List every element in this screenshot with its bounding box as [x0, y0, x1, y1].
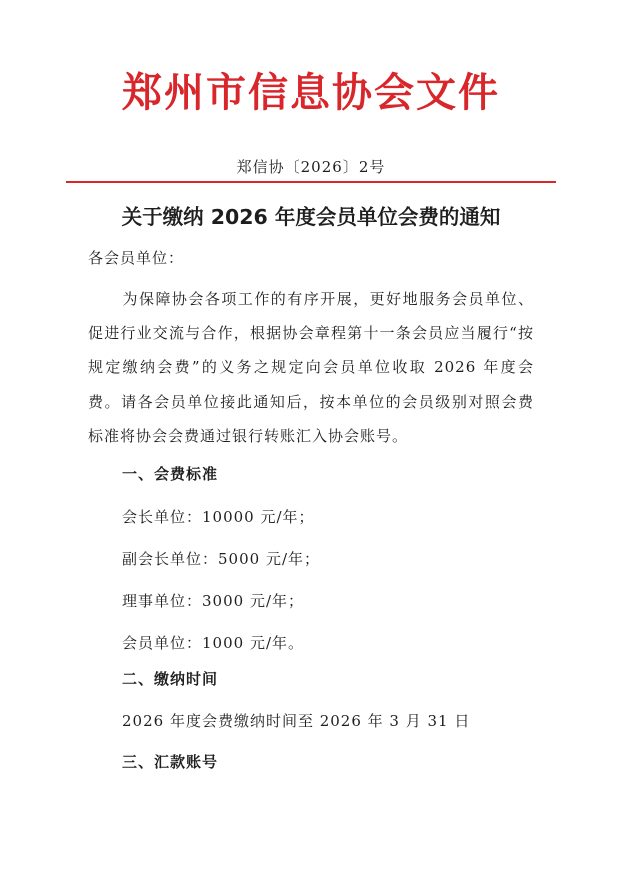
section-heading-payment-time: 二、缴纳时间 [122, 670, 219, 688]
payment-time-text: 2026 年度会费缴纳时间至 2026 年 3 月 31 日 [122, 712, 471, 730]
section-heading-account: 三、汇款账号 [122, 753, 219, 771]
notice-title: 关于缴纳 2026 年度会员单位会费的通知 [121, 205, 501, 229]
salutation: 各会员单位： [88, 249, 185, 267]
document-number: 郑信协〔2026〕2号 [236, 158, 386, 176]
fee-item-director: 理事单位：3000 元/年； [122, 592, 304, 610]
fee-item-president: 会长单位：10000 元/年； [122, 508, 315, 526]
red-divider-line [66, 181, 556, 183]
section-heading-fee-standard: 一、会费标准 [122, 465, 219, 483]
document-header-title: 郑州市信息协会文件 [122, 70, 500, 116]
fee-item-member: 会员单位：1000 元/年。 [122, 634, 304, 652]
intro-paragraph: 为保障协会各项工作的有序开展，更好地服务会员单位、促进行业交流与合作，根据协会章程第十一条会员应当履行“按规定缴纳会费”的义务之规定向会员单位收取 2026 年度会费。请各会员单位接此通知后，按本单位的会员级别对照会费标准将协会会费通过银行转账汇入协会账号。 [88, 290, 534, 445]
fee-item-vice-president: 副会长单位：5000 元/年； [122, 550, 320, 568]
